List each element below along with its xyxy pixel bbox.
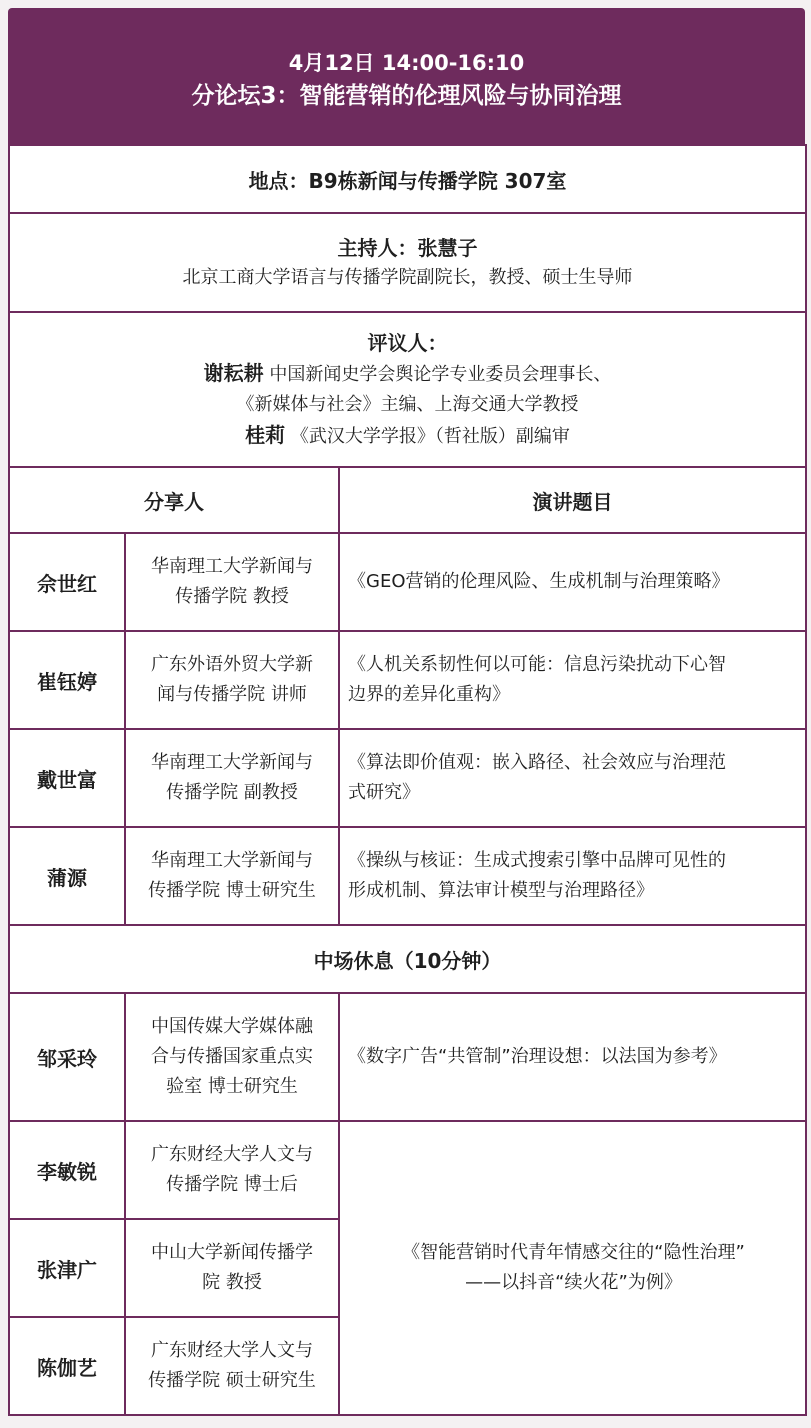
commentator-2-line [16, 420, 799, 452]
affiliation-line: 院 教授 [202, 1272, 262, 1293]
affiliation-line: 传播学院 博士后 [166, 1174, 298, 1195]
speaker-topic [339, 533, 806, 631]
header-banner [8, 8, 805, 144]
speaker-name: 张津广 [9, 1219, 125, 1317]
affiliation-line: 广东财经大学人文与 [151, 1144, 313, 1165]
affiliation-line: 传播学院 教授 [175, 586, 289, 607]
affiliation-line: 合与传播国家重点实 [151, 1046, 313, 1067]
host-desc: 北京工商大学语言与传播学院副院长，教授、硕士生导师 [182, 266, 633, 288]
host-row [9, 213, 806, 312]
speaker-row [9, 827, 806, 925]
session-title: 分论坛3：智能营销的伦理风险与协同治理 [191, 83, 622, 109]
speaker-name: 邹采玲 [9, 993, 125, 1121]
commentators-row [9, 312, 806, 467]
commentator-1-line-a [16, 358, 799, 390]
speaker-row [9, 729, 806, 827]
column-header-sharer: 分享人 [9, 467, 339, 533]
host-cell [9, 213, 806, 312]
speaker-topic [339, 827, 806, 925]
break-text: 中场休息（10分钟） [9, 925, 806, 993]
affiliation-line: 广东财经大学人文与 [151, 1340, 313, 1361]
commentator-1-desc-a: 中国新闻史学会舆论学专业委员会理事长、 [269, 363, 612, 385]
affiliation-line: 传播学院 博士研究生 [148, 880, 316, 901]
speaker-row [9, 1121, 806, 1219]
speaker-affiliation [125, 1317, 339, 1415]
forum-schedule-sheet [8, 8, 805, 1412]
speaker-affiliation [125, 827, 339, 925]
session-date: 4月12日 14:00-16:10 [288, 51, 525, 75]
speaker-topic [339, 729, 806, 827]
speaker-name: 蒲源 [9, 827, 125, 925]
column-header-row [9, 467, 806, 533]
speaker-name: 崔钰婷 [9, 631, 125, 729]
speaker-affiliation [125, 533, 339, 631]
topic-line: 边界的差异化重构》 [348, 684, 510, 705]
topic-line: 形成机制、算法审计模型与治理路径》 [348, 880, 654, 901]
speaker-topic [339, 993, 806, 1121]
topic-line: ——以抖音“续火花”为例》 [465, 1272, 682, 1293]
speaker-row [9, 631, 806, 729]
commentator-1-name: 谢耘耕 [203, 360, 264, 385]
speaker-affiliation [125, 1121, 339, 1219]
speaker-row [9, 993, 806, 1121]
speaker-name: 李敏锐 [9, 1121, 125, 1219]
schedule-table [8, 144, 807, 1416]
affiliation-line: 中国传媒大学媒体融 [151, 1016, 313, 1037]
topic-line: 《智能营销时代青年情感交往的“隐性治理” [402, 1242, 745, 1263]
affiliation-line: 中山大学新闻传播学 [151, 1242, 313, 1263]
commentators-cell [9, 312, 806, 467]
commentator-1-desc-b: 《新媒体与社会》主编、上海交通大学教授 [236, 393, 579, 415]
affiliation-line: 传播学院 副教授 [166, 782, 298, 803]
affiliation-line: 闻与传播学院 讲师 [157, 684, 307, 705]
affiliation-line: 华南理工大学新闻与 [151, 850, 313, 871]
affiliation-line: 验室 博士研究生 [166, 1076, 298, 1097]
speaker-affiliation [125, 631, 339, 729]
speaker-topic [339, 631, 806, 729]
topic-line: 《人机关系韧性何以可能：信息污染扰动下心智 [348, 654, 726, 675]
location-text: 地点：B9栋新闻与传播学院 307室 [9, 145, 806, 213]
location-row [9, 145, 806, 213]
break-row [9, 925, 806, 993]
topic-line: 《数字广告“共管制”治理设想：以法国为参考》 [348, 1046, 727, 1067]
topic-line: 《GEO营销的伦理风险、生成机制与治理策略》 [348, 571, 730, 592]
topic-line: 《操纵与核证：生成式搜索引擎中品牌可见性的 [348, 850, 726, 871]
affiliation-line: 华南理工大学新闻与 [151, 556, 313, 577]
affiliation-line: 传播学院 硕士研究生 [148, 1370, 316, 1391]
affiliation-line: 华南理工大学新闻与 [151, 752, 313, 773]
speaker-affiliation [125, 993, 339, 1121]
speaker-row [9, 533, 806, 631]
commentator-2-desc: 《武汉大学学报》（哲社版）副编审 [290, 425, 570, 447]
speaker-name: 佘世红 [9, 533, 125, 631]
speaker-affiliation [125, 729, 339, 827]
commentators-label: 评议人： [367, 330, 448, 355]
speaker-name: 戴世富 [9, 729, 125, 827]
commentator-2-name: 桂莉 [245, 422, 286, 447]
shared-topic [339, 1121, 806, 1415]
speaker-name: 陈伽艺 [9, 1317, 125, 1415]
topic-line: 式研究》 [348, 782, 420, 803]
host-label: 主持人：张慧子 [337, 235, 478, 260]
column-header-topic: 演讲题目 [339, 467, 806, 533]
speaker-affiliation [125, 1219, 339, 1317]
topic-line: 《算法即价值观：嵌入路径、社会效应与治理范 [348, 752, 726, 773]
affiliation-line: 广东外语外贸大学新 [151, 654, 313, 675]
